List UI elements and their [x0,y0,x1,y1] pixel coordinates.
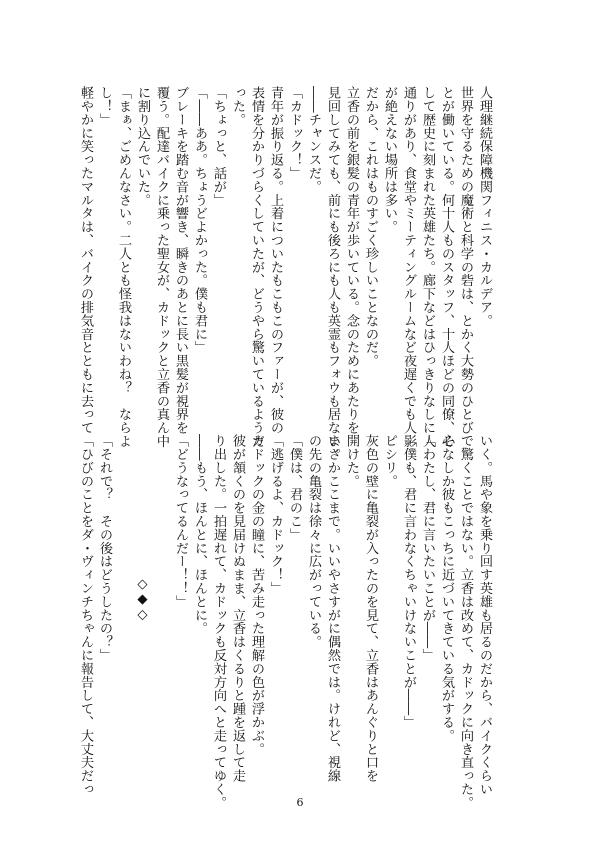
text-line: 「カドック！」 [287,86,302,180]
text-line: ――チャンスだ。 [306,86,321,194]
text-line: 「どうなってるんだー！！」 [173,434,188,609]
text-line: 「僕は、君のこ」 [287,434,302,542]
text-line: して歴史に刻まれた英雄たち。廊下などはひっきりなしに人 [420,86,435,448]
text-line: 覆う。配達バイクに乗った聖女が、カドックと立香の真ん中 [154,86,169,448]
text-line: った。 [230,86,245,127]
text-line: 心なしか彼もこっちに近づいてきている気がする。 [439,434,454,743]
text-line: 「ちょっと、話が」 [211,86,226,207]
text-line: 世界を守るための魔術と科学の砦は、とかく大勢のひとび [458,86,473,435]
text-line: 「それで？ その後はどうしたの？」 [97,434,112,662]
text-line: 「まぁ、ごめんなさい。二人とも怪我はないわね？ ならよ [116,86,131,448]
text-line: とが働いている。何十人ものスタッフ、十人ほどの同僚、そ [439,86,454,448]
text-line: 軽やかに笑ったマルタは、バイクの排気音とともに去って [78,86,93,435]
text-line: し！」 [97,86,112,127]
page-number: 6 [296,796,304,809]
text-line: 彼が頷くのを見届けぬまま、立香はくるりと踵を返して走 [230,434,245,783]
text-line: ブレーキを踏む音が響き、瞬きのあとに長い黒髪が視界を [173,86,188,435]
text-line: ――もう、ほんとに、ほんとに。 [192,434,207,635]
text-line: 立香の前を銀髪の青年が歩いている。念のためにあたりを [344,86,359,435]
text-line: 「ひびのことをダ・ヴィンチちゃんに報告して、大丈夫だっ [78,434,93,796]
text-line: 灰色の壁に亀裂が入ったのを見て、立香はあんぐりと口を [363,434,378,783]
text-line: り出した。一拍遅れて、カドックも反対方向へと走ってゆく。 [211,434,226,810]
text-line: に割り込んでいた。 [135,86,150,207]
text-line: 「わたし、君に言いたいことが――」 [420,434,435,662]
text-line: いく。馬や象を乗り回す英雄も居るのだから、バイクくらい [477,434,492,796]
text-line: カドックの金の瞳に、苦み走った理解の色が浮かぶ。 [249,434,264,756]
text-line: で驚くことではない。立香は改めて、カドックに向き直った。 [458,434,473,810]
blank-line [152,434,171,766]
text-line: 通りがあり、食堂やミーティングルームなど夜遅くでも人影 [401,86,416,448]
text-line: 開けた。 [344,434,359,488]
text-line: まさかここまで。いいやさすがに偶然では。けれど、視線 [325,434,340,783]
text-line: 人理継続保障機関フィニス・カルデア。 [477,86,492,328]
section-break: ◇◆◇ [135,577,150,623]
text-line: 「逃げるよ、カドック！」 [268,434,283,595]
text-line: 表情を分かりづらくしていたが、どうやら驚いているようだ [249,86,264,448]
text-line: 「――ああ。ちょうどよかった。僕も君に」 [192,86,207,354]
text-line: 見回してみても、前にも後ろにも人も英霊もフォウも居ない。 [325,86,340,462]
text-line: 「僕も、君に言わなくちゃいけないことが――」 [401,434,416,729]
text-line: の先の亀裂は徐々に広がっている。 [306,434,321,649]
text-line: が絶えない場所は多い。 [382,86,397,234]
text-line: 青年が振り返る。上着についたもこもこのファーが、彼の [268,86,283,435]
text-line: だから、これはものすごく珍しいことなのだ。 [363,86,378,368]
blank-line [114,434,133,766]
lower-text-block [74,434,494,810]
text-line: ピシリ。 [382,434,397,488]
